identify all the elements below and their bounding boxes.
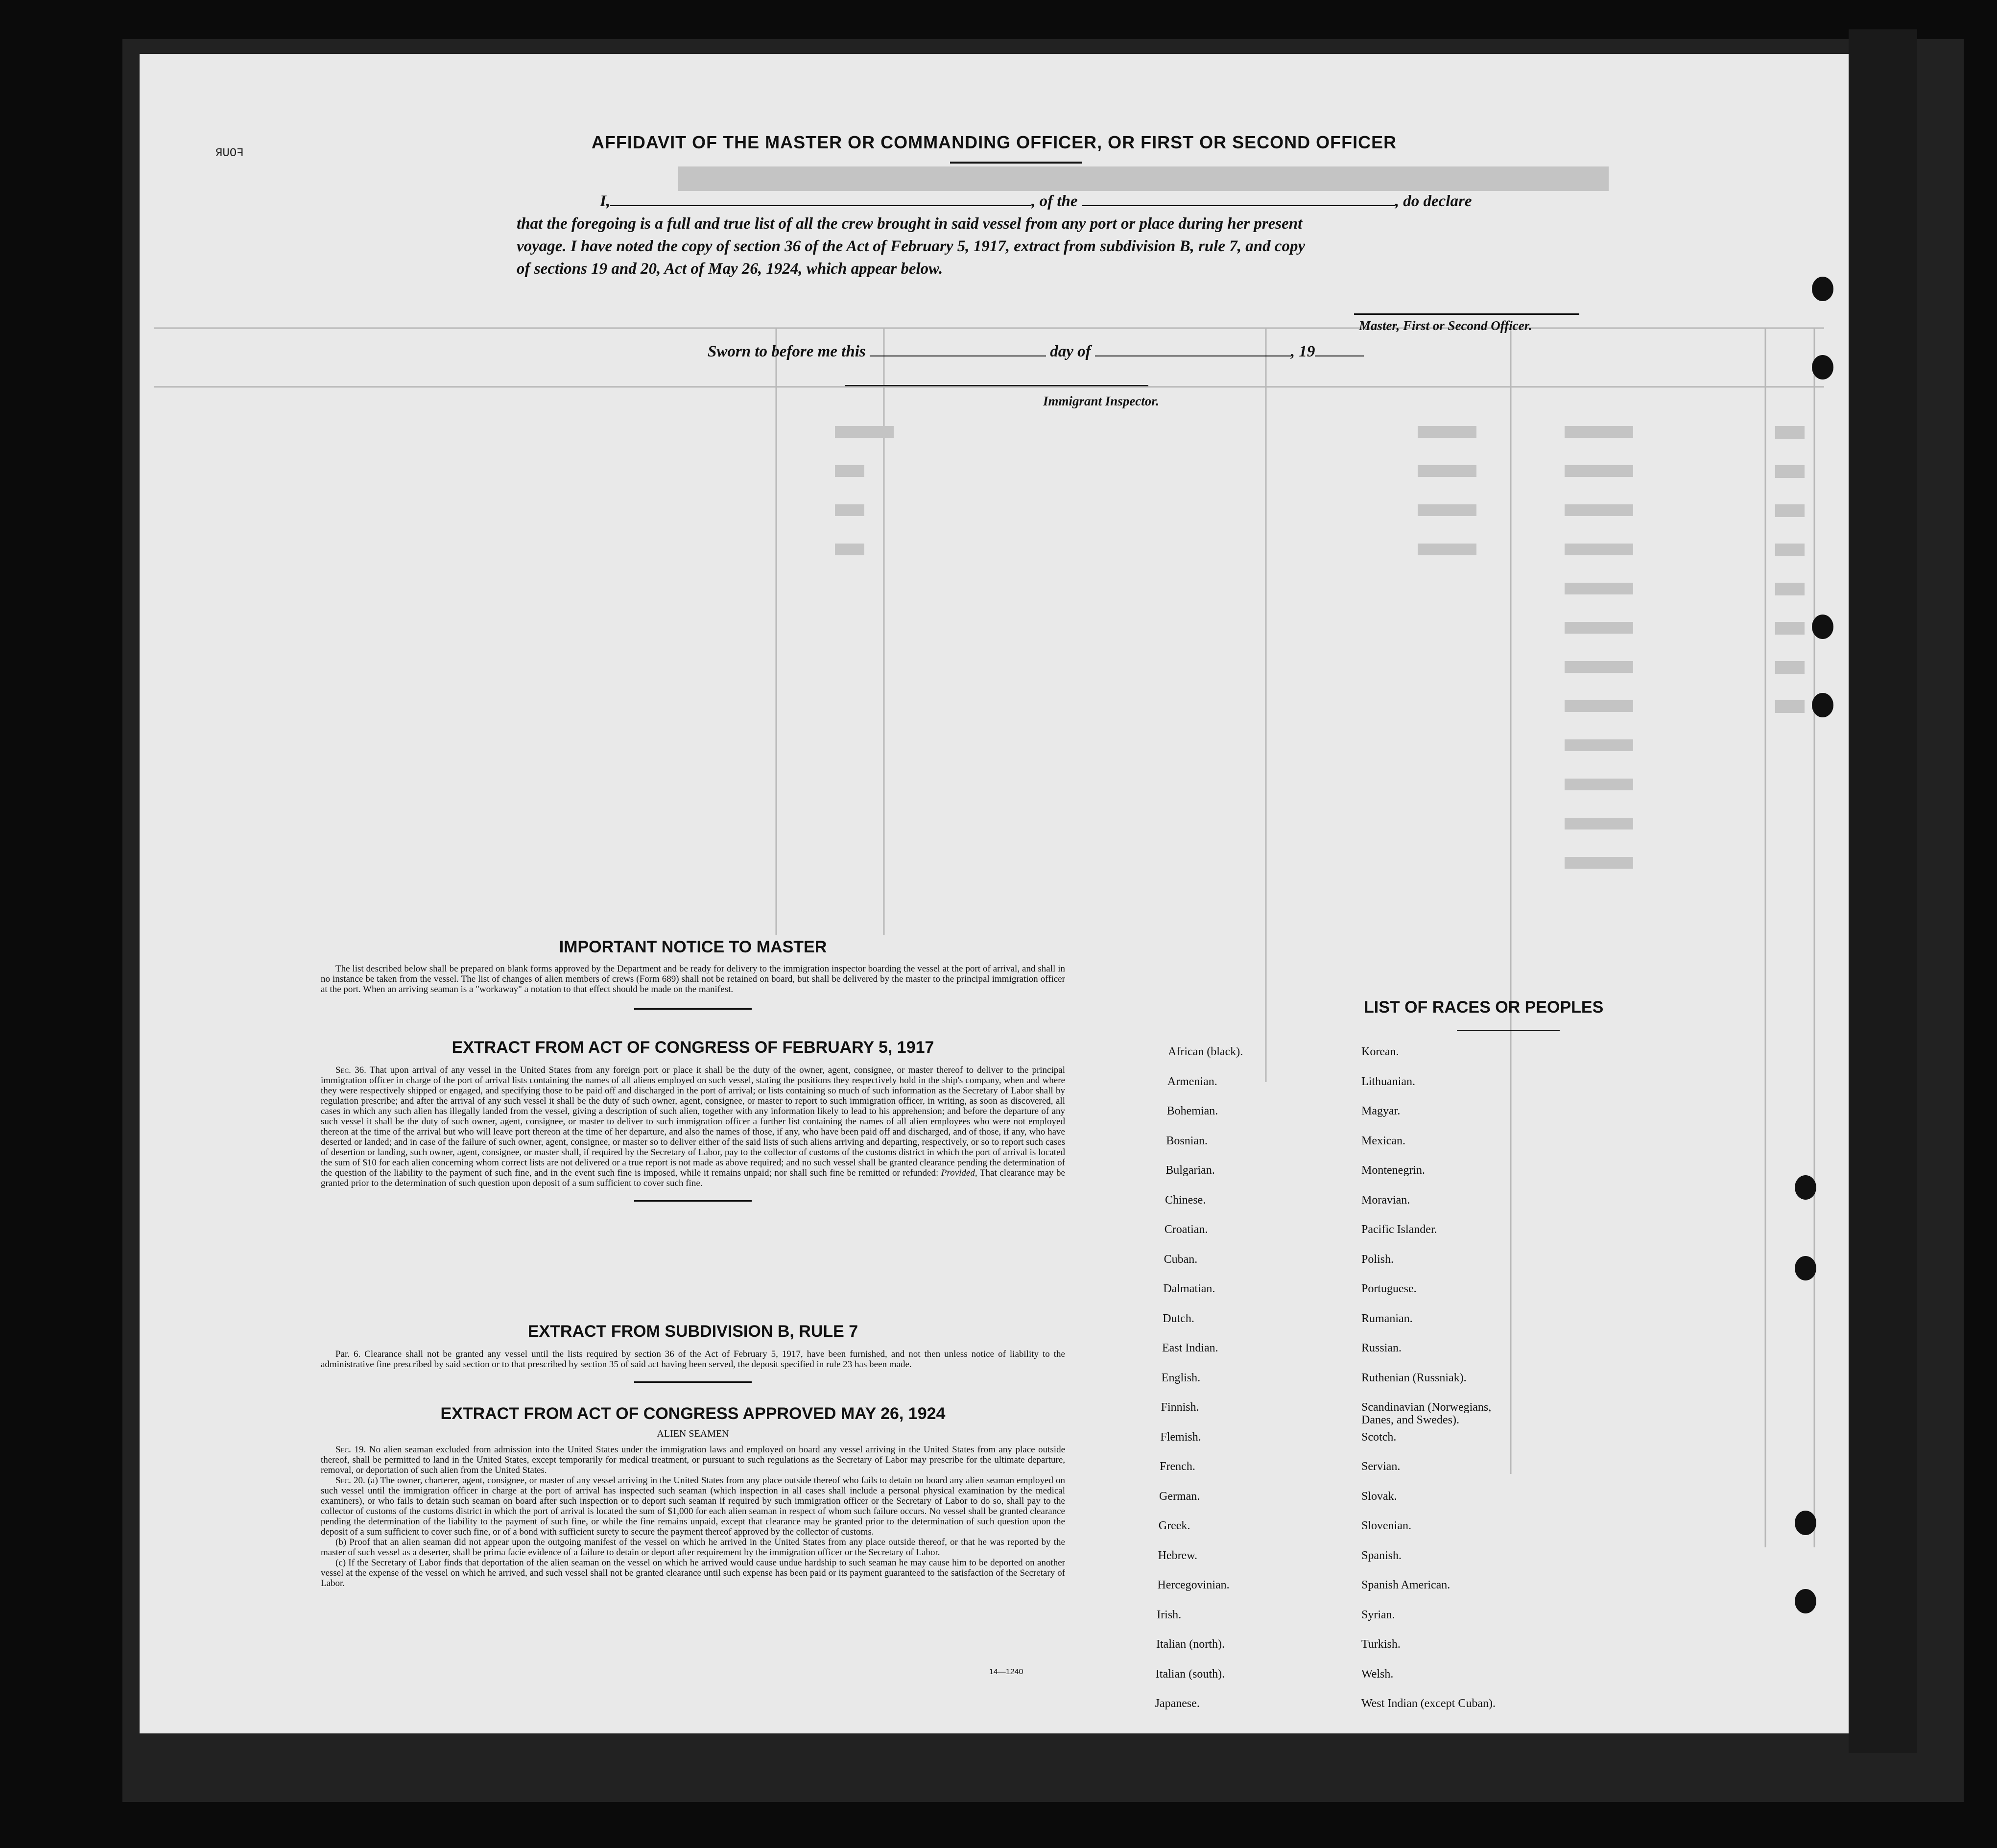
- extract-1924-subtitle: ALIEN SEAMEN: [657, 1428, 729, 1439]
- punch-hole: [1795, 1256, 1816, 1280]
- race-item: Irish.: [1157, 1608, 1182, 1621]
- document-page: [140, 54, 1849, 1733]
- race-item: Chinese.: [1165, 1193, 1206, 1207]
- punch-hole: [1812, 615, 1833, 639]
- vessel-name-field[interactable]: [1082, 190, 1395, 206]
- title-rule: [950, 162, 1082, 164]
- race-item: French.: [1160, 1460, 1195, 1473]
- race-item: African (black).: [1168, 1045, 1243, 1058]
- races-rule: [1457, 1030, 1560, 1031]
- sec-20b: (b) Proof that an alien seaman did not appear upon the outgoing manifest of the vessel on which he arrived in the United States from any place outside thereof, or that he was reported by the master of such vessel as a deserter, shall be prima facie evidence of a failure to detain or deport after requirement by the immigration officer or the Secretary of Labor.: [321, 1537, 1065, 1558]
- sec-36-label: Sec. 36.: [335, 1065, 366, 1075]
- punch-hole: [1795, 1175, 1816, 1200]
- affidavit-line-3: voyage. I have noted the copy of section 36 of the Act of February 5, 1917, extract from subdivision B, rule 7, and copy: [517, 237, 1306, 255]
- affidavit-title: AFFIDAVIT OF THE MASTER OR COMMANDING OFFICER, OR FIRST OR SECOND OFFICER: [591, 132, 1397, 152]
- races-title: LIST OF RACES OR PEOPLES: [1364, 998, 1604, 1017]
- race-item: Rumanian.: [1361, 1312, 1413, 1325]
- affidavit-line-2: that the foregoing is a full and true list of all the crew brought in said vessel from any port or place during her present: [517, 215, 1303, 233]
- sec-19: [321, 1445, 1065, 1475]
- extract-1924-title: EXTRACT FROM ACT OF CONGRESS APPROVED MAY 26, 1924: [440, 1404, 946, 1423]
- sec-20c: (c) If the Secretary of Labor finds that deportation of the alien seaman on the vessel on which he arrived would cause undue hardship to such seaman he may cause him to be deported on another vessel at the expense of the vessel on which he arrived, and such vessel shall not be granted clearance until such expense has been paid or its payment guaranteed to the satisfaction of the Secretary of Labor.: [321, 1558, 1065, 1588]
- race-item: Dutch.: [1163, 1312, 1194, 1325]
- race-item: Mexican.: [1361, 1134, 1405, 1147]
- race-item: Croatian.: [1164, 1223, 1208, 1236]
- important-notice: [321, 938, 1065, 1010]
- race-item: Ruthenian (Russniak).: [1361, 1371, 1467, 1384]
- rule-7-title: EXTRACT FROM SUBDIVISION B, RULE 7: [527, 1322, 858, 1341]
- section-rule: [634, 1200, 752, 1202]
- race-item: East Indian.: [1162, 1342, 1218, 1354]
- race-item: Bohemian.: [1166, 1105, 1218, 1117]
- punch-hole: [1795, 1589, 1816, 1613]
- sec-19-label: Sec. 19.: [335, 1445, 366, 1455]
- race-item: Moravian.: [1361, 1193, 1410, 1207]
- race-item: Montenegrin.: [1361, 1164, 1425, 1177]
- race-item: Lithuanian.: [1361, 1075, 1415, 1088]
- signature-line[interactable]: [1354, 313, 1579, 315]
- race-item: Korean.: [1361, 1045, 1399, 1058]
- race-item: Japanese.: [1155, 1697, 1200, 1710]
- inspector-signature-line[interactable]: [845, 385, 1148, 386]
- race-item: Spanish.: [1361, 1549, 1402, 1562]
- sec-36-text: That upon arrival of any vessel in the United States from any foreign port or place it shall be the duty of the owner, agent, consignee, or master thereof to deliver to the principal immigration officer in charge of the port of arrival lists containing the names of all aliens employed on such vessel, stating the positions they respectively hold in the ship's company, when and where they were respectively shipped or engaged, and specifying those to be paid off and discharged in the port of arrival; or lists containing so much of such information as the Secretary of Labor shall by regulation prescribe; and after the arrival of any such vessel it shall be the duty of such owner, agent, consignee, or master to report to such immigration officer, in writing, as soon as discovered, all cases in which any such alien has illegally landed from the vessel, giving a description of such alien, together with any information likely to lead to his apprehension; and before the departure of any such vessel it shall be the duty of such owner, agent, consignee, or master to deliver to such immigration officer a further list containing the names of all alien employees who were not employed thereon at the time of the arrival but who will leave port thereon at the time of her departure, and also the names of those, if any, who have been paid off and discharged, and of those, if any, who have deserted or landed; and in case of the failure of such owner, agent, consignee, or master so to deliver either of the said lists of such aliens arriving and departing, respectively, or so to report such cases of desertion or landing, such owner, agent, consignee, or master shall, if required by the Secretary of Labor, pay to the collector of customs of the customs district in which the port of arrival is located the sum of $10 for each alien concerning whom correct lists are not delivered or a true report is not made as above required; and no such vessel shall be granted clearance pending the determination of the question of the liability to the payment of such fine, and in the event such fine is imposed, while it remains unpaid; nor shall such fine be remitted or refunded:: [321, 1065, 1065, 1178]
- rule-7: [321, 1322, 1065, 1383]
- proviso-label: Provided,: [941, 1168, 977, 1178]
- notice-body: The list described below shall be prepared on blank forms approved by the Department and be ready for delivery to the immigration inspector boarding the vessel at the port of arrival, and shall in no instance be taken from the vessel. The list of changes of alien members of crews (Form 689) shall not be retained on board, but shall be delivered by the master to the principal immigration officer at the port. When an arriving seaman is a "workaway" a notation to that effect should be made on the manifest.: [321, 964, 1065, 995]
- sec-20-label: Sec. 20.: [335, 1475, 365, 1486]
- affidavit-text: [517, 190, 1623, 280]
- race-item: Dalmatian.: [1163, 1282, 1215, 1295]
- punch-hole: [1812, 355, 1833, 379]
- race-item: Bulgarian.: [1165, 1164, 1215, 1177]
- sworn-prefix: Sworn to before me this: [708, 343, 866, 360]
- proviso-text: That clearance may be granted prior to the determination of such question upon deposit of a sum sufficient to cover such fine.: [321, 1168, 1065, 1188]
- race-item: Syrian.: [1361, 1608, 1395, 1621]
- race-item: Polish.: [1361, 1253, 1394, 1266]
- sec-20a-text: (a) The owner, charterer, agent, consignee, or master of any vessel arriving in the United States from any place outside thereof who fails to detain on board any alien seaman employed on such vessel until the immigration officer in charge at the port of arrival has inspected such seaman (which inspection in all cases shall include a personal physical examination by the medical examiners), or who fails to detain such seaman on board after such inspection or to deport such seaman if required by such immigration officer or the Secretary of Labor to do so, shall pay to the collector of customs of the customs district in which the port of arrival is located the sum of $1,000 for each alien seaman in respect of whom such failure occurs. No vessel shall be granted clearance pending the determination of the liability to the payment of such fine, or while the fine remains unpaid, except that clearance may be granted prior to the determination of such question upon the deposit of a sum sufficient to cover such fine, or of a bond with sufficient surety to secure the payment thereof approved by the collector of customs.: [321, 1475, 1065, 1537]
- race-item: Armenian.: [1167, 1075, 1217, 1088]
- race-item: Portuguese.: [1361, 1282, 1417, 1295]
- extract-1917-title: EXTRACT FROM ACT OF CONGRESS OF FEBRUARY 5, 1917: [452, 1038, 934, 1057]
- race-item: Bosnian.: [1166, 1134, 1208, 1147]
- notice-title: IMPORTANT NOTICE TO MASTER: [559, 938, 827, 956]
- race-item: German.: [1159, 1490, 1200, 1503]
- inspector-caption: Immigrant Inspector.: [1043, 394, 1160, 408]
- race-item: Finnish.: [1161, 1401, 1199, 1414]
- affidavit-i: I,: [600, 192, 611, 210]
- section-rule: [634, 1008, 752, 1010]
- race-item: Flemish.: [1160, 1430, 1201, 1444]
- race-item: Welsh.: [1361, 1667, 1394, 1681]
- extract-1917: [321, 1038, 1065, 1202]
- race-item: Hercegovinian.: [1157, 1579, 1230, 1591]
- sworn-year-field[interactable]: [1315, 341, 1364, 356]
- rule-7-body: Par. 6. Clearance shall not be granted any vessel until the lists required by section 36 of the Act of February 5, 1917, have been furnished, and not then unless notice of liability to the administrative fine prescribed by said section or to that prescribed by section 35 of said act having been served, the deposit specified in rule 23 has been made.: [321, 1349, 1065, 1370]
- race-item: Slovak.: [1361, 1490, 1397, 1503]
- sworn-year-prefix: , 19: [1290, 343, 1315, 360]
- race-item: Russian.: [1361, 1342, 1402, 1354]
- affidavit-line-4: of sections 19 and 20, Act of May 26, 1924, which appear below.: [517, 260, 943, 278]
- race-item: Italian (south).: [1155, 1667, 1225, 1681]
- sworn-date-field[interactable]: [870, 341, 1046, 356]
- sec-19-text: No alien seaman excluded from admission into the United States under the immigration laws and employed on board any vessel arriving in the United States from any place outside thereof, shall be permitted to land in the United States, except temporarily for medical treatment, or pursuant to such regulations as the Secretary of Labor may prescribe for the ultimate departure, removal, or deportation of such alien from the United States.: [321, 1445, 1065, 1475]
- race-item: Spanish American.: [1361, 1579, 1450, 1591]
- race-item: Cuban.: [1164, 1253, 1198, 1266]
- race-item: West Indian (except Cuban).: [1361, 1697, 1496, 1710]
- master-name-field[interactable]: [610, 190, 1031, 206]
- sworn-day-of: day of: [1050, 343, 1091, 360]
- sworn-month-field[interactable]: [1095, 341, 1291, 356]
- sworn-statement: [708, 341, 1364, 361]
- sec-20a: [321, 1475, 1065, 1537]
- race-item: Slovenian.: [1361, 1519, 1411, 1532]
- race-item: Turkish.: [1361, 1638, 1401, 1651]
- race-item: Greek.: [1158, 1519, 1190, 1532]
- signature-caption: Master, First or Second Officer.: [1359, 318, 1532, 333]
- affidavit-of-the: , of the: [1031, 192, 1078, 210]
- extract-1924: [321, 1404, 1065, 1588]
- punch-hole: [1795, 1511, 1816, 1535]
- punch-hole: [1812, 277, 1833, 301]
- race-item: Italian (north).: [1156, 1638, 1225, 1651]
- section-rule: [634, 1381, 752, 1383]
- punch-hole: [1812, 693, 1833, 717]
- form-number: 14—1240: [989, 1668, 1023, 1676]
- extract-1917-body: [321, 1065, 1065, 1188]
- corner-handwritten-note: FOUR: [215, 147, 244, 160]
- race-item: Scandinavian (Norwegians, Danes, and Swedes).: [1361, 1401, 1492, 1426]
- race-item: Servian.: [1361, 1460, 1401, 1473]
- race-item: English.: [1161, 1371, 1201, 1384]
- race-item: Pacific Islander.: [1361, 1223, 1437, 1236]
- race-item: Scotch.: [1361, 1430, 1397, 1444]
- binder-strip: [1849, 29, 1917, 1753]
- race-item: Hebrew.: [1158, 1549, 1197, 1562]
- affidavit-do-declare: , do declare: [1395, 192, 1472, 210]
- race-item: Magyar.: [1361, 1105, 1401, 1117]
